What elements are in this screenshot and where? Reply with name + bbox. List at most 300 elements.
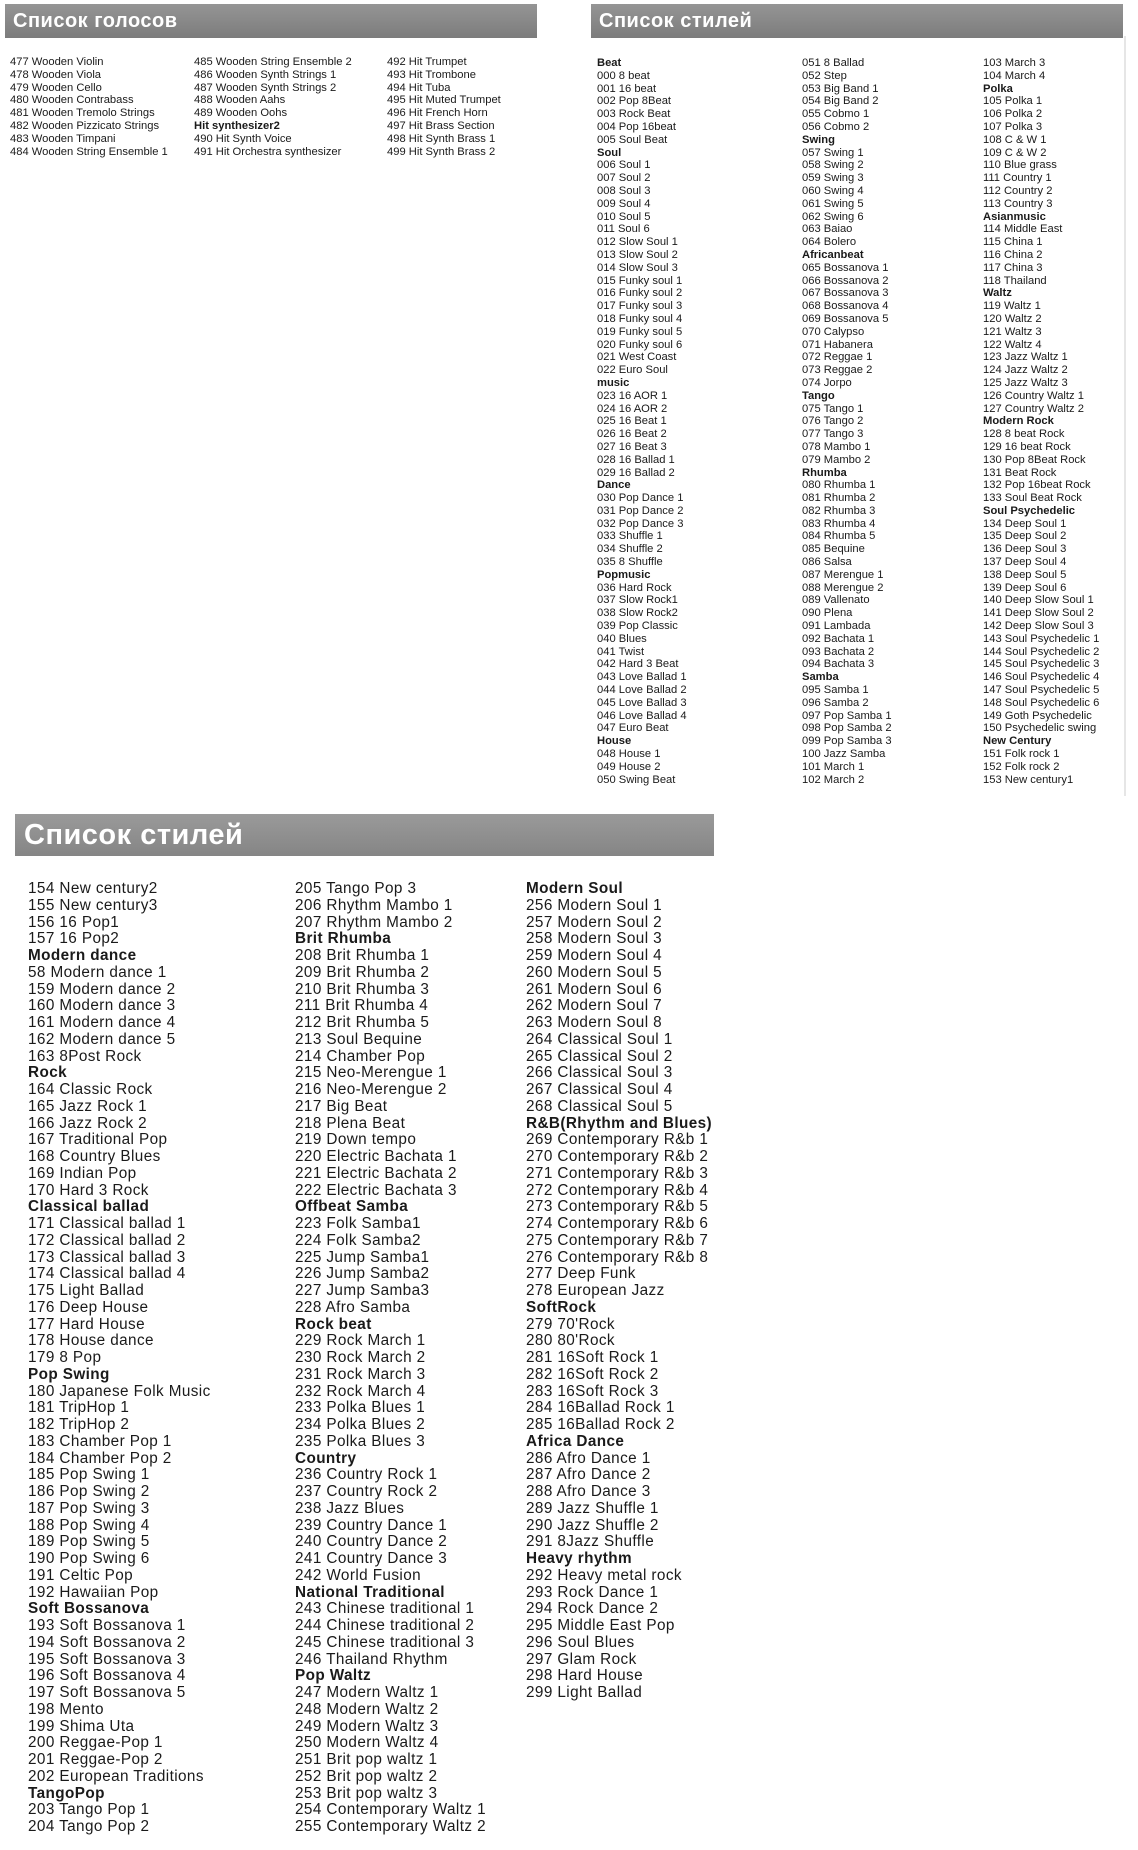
list-item: 142 Deep Slow Soul 3 xyxy=(983,620,1094,633)
list-item: 496 Hit French Horn xyxy=(387,107,488,120)
list-item: 498 Hit Synth Brass 1 xyxy=(387,132,496,145)
list-item: 172 Classical ballad 2 xyxy=(28,1231,186,1249)
list-item: 114 Middle East xyxy=(983,223,1063,236)
list-item: 086 Salsa xyxy=(802,556,852,569)
list-item: 497 Hit Brass Section xyxy=(387,119,495,132)
list-item: 220 Electric Bachata 1 xyxy=(295,1148,457,1165)
list-item: 251 Brit pop waltz 1 xyxy=(295,1751,438,1768)
list-item: 488 Wooden Aahs xyxy=(194,94,286,107)
list-item: 487 Wooden Synth Strings 2 xyxy=(194,81,337,94)
list-item: 029 16 Ballad 2 xyxy=(597,466,675,479)
list-item: 490 Hit Synth Voice xyxy=(194,132,292,145)
list-item: 077 Tango 3 xyxy=(802,428,864,441)
list-item: 295 Middle East Pop xyxy=(526,1617,675,1634)
list-item: 127 Country Waltz 2 xyxy=(983,402,1084,415)
list-item: 021 West Coast xyxy=(597,351,677,364)
list-item: 177 Hard House xyxy=(28,1315,145,1333)
category-heading: Soul xyxy=(597,146,622,159)
list-item: 226 Jump Samba2 xyxy=(295,1265,430,1283)
list-item: 233 Polka Blues 1 xyxy=(295,1399,426,1417)
list-item: 156 16 Pop1 xyxy=(28,913,120,931)
list-item: 007 Soul 2 xyxy=(597,172,651,185)
category-heading: Soft Bossanova xyxy=(28,1600,150,1618)
list-item: 017 Funky soul 3 xyxy=(597,300,683,313)
list-item: 485 Wooden String Ensemble 2 xyxy=(194,56,352,68)
list-item: 009 Soul 4 xyxy=(597,197,651,210)
category-heading: Heavy rhythm xyxy=(526,1550,632,1567)
list-item: 018 Funky soul 4 xyxy=(597,312,683,325)
list-item: 269 Contemporary R&b 1 xyxy=(526,1131,709,1149)
list-item: 111 Country 1 xyxy=(983,172,1052,185)
list-item: 113 Country 3 xyxy=(983,197,1053,210)
list-item: 219 Down tempo xyxy=(295,1131,417,1149)
list-item: 223 Folk Samba1 xyxy=(295,1215,421,1232)
list-item: 141 Deep Slow Soul 2 xyxy=(983,607,1094,620)
list-item: 109 C & W 2 xyxy=(983,146,1047,159)
list-item: 267 Classical Soul 4 xyxy=(526,1081,673,1098)
list-item: 199 Shima Uta xyxy=(28,1717,135,1735)
list-item: 191 Celtic Pop xyxy=(28,1566,134,1584)
list-item: 068 Bossanova 4 xyxy=(802,300,889,313)
list-item: 277 Deep Funk xyxy=(526,1265,636,1283)
list-item: 024 16 AOR 2 xyxy=(597,402,668,415)
list-item: 194 Soft Bossanova 2 xyxy=(28,1633,186,1651)
list-item: 099 Pop Samba 3 xyxy=(802,735,892,748)
list-item: 119 Waltz 1 xyxy=(983,300,1041,313)
list-item: 126 Country Waltz 1 xyxy=(983,389,1084,402)
list-item: 169 Indian Pop xyxy=(28,1164,137,1182)
list-item: 231 Rock March 3 xyxy=(295,1365,426,1383)
list-item: 092 Bachata 1 xyxy=(802,632,875,645)
list-item: 042 Hard 3 Beat xyxy=(597,658,679,671)
list-item: 296 Soul Blues xyxy=(526,1633,635,1651)
list-item: 253 Brit pop waltz 3 xyxy=(295,1784,438,1802)
list-item: 214 Chamber Pop xyxy=(295,1047,426,1065)
category-heading: New Century xyxy=(983,735,1052,748)
category-heading: Country xyxy=(295,1449,357,1467)
list-item: 162 Modern dance 5 xyxy=(28,1030,176,1048)
list-item: 107 Polka 3 xyxy=(983,120,1043,133)
list-item: 249 Modern Waltz 3 xyxy=(295,1717,439,1735)
list-item: 166 Jazz Rock 2 xyxy=(28,1114,148,1132)
list-item: 098 Pop Samba 2 xyxy=(802,722,892,735)
list-item: 207 Rhythm Mambo 2 xyxy=(295,913,453,931)
list-item: 079 Mambo 2 xyxy=(802,453,871,466)
list-item: 190 Pop Swing 6 xyxy=(28,1550,150,1567)
list-item: 255 Contemporary Waltz 2 xyxy=(295,1818,486,1835)
list-item: 039 Pop Classic xyxy=(597,620,678,633)
list-item: 234 Polka Blues 2 xyxy=(295,1416,426,1433)
list-item: 243 Chinese traditional 1 xyxy=(295,1600,475,1618)
list-item: 059 Swing 3 xyxy=(802,172,864,185)
list-item: 491 Hit Orchestra synthesizer xyxy=(194,145,342,158)
category-heading: Tango xyxy=(802,389,835,402)
list-item: 047 Euro Beat xyxy=(597,722,669,735)
list-item: 236 Country Rock 1 xyxy=(295,1466,438,1484)
list-item: 209 Brit Rhumba 2 xyxy=(295,963,430,981)
list-item: 106 Polka 2 xyxy=(983,108,1043,121)
list-item: 078 Mambo 1 xyxy=(802,440,871,453)
list-item: 132 Pop 16beat Rock xyxy=(983,479,1091,492)
list-item: 212 Brit Rhumba 5 xyxy=(295,1014,430,1031)
top-right-edge-line xyxy=(1124,36,1126,796)
list-item: 020 Funky soul 6 xyxy=(597,338,683,351)
list-item: 037 Slow Rock1 xyxy=(597,594,678,607)
styles-top-column xyxy=(597,57,687,786)
list-item: 081 Rhumba 2 xyxy=(802,492,876,505)
category-heading: Beat xyxy=(597,57,622,69)
list-item: 275 Contemporary R&b 7 xyxy=(526,1231,709,1249)
list-item: 244 Chinese traditional 2 xyxy=(295,1617,475,1634)
list-item: 060 Swing 4 xyxy=(802,184,864,197)
list-item: 000 8 beat xyxy=(597,69,650,82)
list-item: 195 Soft Bossanova 3 xyxy=(28,1650,186,1668)
list-item: 085 Bequine xyxy=(802,543,865,556)
list-item: 203 Tango Pop 1 xyxy=(28,1801,150,1819)
list-item: 492 Hit Trumpet xyxy=(387,56,467,68)
category-heading: Rock xyxy=(28,1064,68,1082)
list-item: 271 Contemporary R&b 3 xyxy=(526,1164,709,1182)
list-item: 148 Soul Psychedelic 6 xyxy=(983,696,1100,709)
list-item: 144 Soul Psychedelic 2 xyxy=(983,645,1100,658)
list-item: 073 Reggae 2 xyxy=(802,364,873,377)
list-item: 235 Polka Blues 3 xyxy=(295,1432,426,1450)
list-item: 170 Hard 3 Rock xyxy=(28,1181,149,1199)
list-item: 254 Contemporary Waltz 1 xyxy=(295,1801,486,1819)
list-item: 013 Slow Soul 2 xyxy=(597,248,678,261)
list-item: 186 Pop Swing 2 xyxy=(28,1483,150,1500)
list-item: 224 Folk Samba2 xyxy=(295,1231,421,1249)
list-item: 482 Wooden Pizzicato Strings xyxy=(10,119,160,132)
list-item: 262 Modern Soul 7 xyxy=(526,997,663,1015)
list-item: 105 Polka 1 xyxy=(983,95,1043,108)
list-item: 012 Slow Soul 1 xyxy=(597,236,678,249)
list-item: 131 Beat Rock xyxy=(983,466,1057,479)
list-item: 187 Pop Swing 3 xyxy=(28,1499,150,1517)
list-item: 046 Love Ballad 4 xyxy=(597,709,687,722)
voices-column xyxy=(194,56,352,158)
list-item: 050 Swing Beat xyxy=(597,773,676,786)
list-item: 493 Hit Trombone xyxy=(387,68,476,81)
list-item: 128 8 beat Rock xyxy=(983,428,1065,441)
list-item: 165 Jazz Rock 1 xyxy=(28,1097,148,1115)
list-item: 185 Pop Swing 1 xyxy=(28,1466,150,1484)
list-item: 054 Big Band 2 xyxy=(802,95,879,108)
list-item: 143 Soul Psychedelic 1 xyxy=(983,632,1100,645)
category-heading: Dance xyxy=(597,479,631,492)
category-heading: Asianmusic xyxy=(983,210,1046,223)
list-item: 291 8Jazz Shuffle xyxy=(526,1533,655,1551)
styles-bottom-column xyxy=(295,881,486,1836)
list-item: 062 Swing 6 xyxy=(802,210,864,223)
list-item: 159 Modern dance 2 xyxy=(28,980,176,998)
list-item: 171 Classical ballad 1 xyxy=(28,1215,186,1232)
list-item: 202 European Traditions xyxy=(28,1767,204,1785)
list-item: 160 Modern dance 3 xyxy=(28,997,176,1015)
list-item: 137 Deep Soul 4 xyxy=(983,556,1067,569)
category-heading: Pop Swing xyxy=(28,1365,110,1383)
list-item: 112 Country 2 xyxy=(983,184,1053,197)
list-item: 145 Soul Psychedelic 3 xyxy=(983,658,1100,671)
list-item: 215 Neo-Merengue 1 xyxy=(295,1064,447,1082)
list-item: 264 Classical Soul 1 xyxy=(526,1030,673,1048)
list-item: 153 New century1 xyxy=(983,773,1074,786)
list-item: 288 Afro Dance 3 xyxy=(526,1483,651,1500)
list-item: 008 Soul 3 xyxy=(597,184,651,197)
list-item: 294 Rock Dance 2 xyxy=(526,1600,659,1618)
category-heading: Samba xyxy=(802,671,839,684)
list-item: 056 Cobmo 2 xyxy=(802,120,870,133)
list-item: 075 Tango 1 xyxy=(802,402,864,415)
list-item: 270 Contemporary R&b 2 xyxy=(526,1148,709,1165)
list-item: 272 Contemporary R&b 4 xyxy=(526,1181,709,1199)
list-item: 499 Hit Synth Brass 2 xyxy=(387,145,496,158)
list-item: 074 Jorpo xyxy=(802,376,852,389)
list-item: 102 March 2 xyxy=(802,773,865,786)
list-item: 477 Wooden Violin xyxy=(10,56,104,68)
voices-column xyxy=(387,56,501,158)
list-item: 240 Country Dance 2 xyxy=(295,1533,448,1551)
list-item: 188 Pop Swing 4 xyxy=(28,1516,150,1534)
list-item: 205 Tango Pop 3 xyxy=(295,880,417,897)
list-item: 025 16 Beat 1 xyxy=(597,415,667,428)
list-item: 139 Deep Soul 6 xyxy=(983,581,1067,594)
list-item: 181 TripHop 1 xyxy=(28,1399,130,1417)
list-item: 268 Classical Soul 5 xyxy=(526,1097,673,1115)
list-item: 286 Afro Dance 1 xyxy=(526,1449,651,1467)
list-item: 090 Plena xyxy=(802,607,853,620)
list-item: 140 Deep Slow Soul 1 xyxy=(983,594,1094,607)
list-item: 135 Deep Soul 2 xyxy=(983,530,1067,543)
list-item: 031 Pop Dance 2 xyxy=(597,504,684,517)
list-item: 123 Jazz Waltz 1 xyxy=(983,351,1068,364)
list-item: 027 16 Beat 3 xyxy=(597,440,667,453)
category-heading: Polka xyxy=(983,82,1013,95)
list-item: 481 Wooden Tremolo Strings xyxy=(10,107,155,120)
list-item: 213 Soul Bequine xyxy=(295,1030,423,1048)
list-item: 290 Jazz Shuffle 2 xyxy=(526,1516,659,1534)
category-heading: Waltz xyxy=(983,287,1012,300)
styles-header-bottom xyxy=(15,814,714,856)
list-item: 093 Bachata 2 xyxy=(802,645,875,658)
list-item: 283 16Soft Rock 3 xyxy=(526,1382,659,1400)
list-item: 043 Love Ballad 1 xyxy=(597,671,687,684)
list-item: 051 8 Ballad xyxy=(802,57,865,69)
list-item: 038 Slow Rock2 xyxy=(597,607,678,620)
list-item: 053 Big Band 1 xyxy=(802,82,879,95)
voices-column xyxy=(10,56,168,158)
category-heading: music xyxy=(597,376,630,389)
list-item: 130 Pop 8Beat Rock xyxy=(983,453,1086,466)
list-item: 250 Modern Waltz 4 xyxy=(295,1734,439,1752)
list-item: 173 Classical ballad 3 xyxy=(28,1248,186,1266)
category-heading: Rhumba xyxy=(802,466,847,479)
category-heading: Rock beat xyxy=(295,1315,372,1333)
list-item: 026 16 Beat 2 xyxy=(597,428,667,441)
list-item: 115 China 1 xyxy=(983,236,1043,249)
list-item: 108 C & W 1 xyxy=(983,133,1047,146)
list-item: 293 Rock Dance 1 xyxy=(526,1583,659,1601)
list-item: 152 Folk rock 2 xyxy=(983,760,1060,773)
styles-bottom-column xyxy=(28,881,211,1836)
list-item: 129 16 beat Rock xyxy=(983,440,1071,453)
list-item: 040 Blues xyxy=(597,632,647,645)
list-item: 150 Psychedelic swing xyxy=(983,722,1097,735)
list-item: 002 Pop 8Beat xyxy=(597,95,672,108)
list-item: 032 Pop Dance 3 xyxy=(597,517,684,530)
styles-top-column xyxy=(802,57,892,786)
list-item: 247 Modern Waltz 1 xyxy=(295,1684,439,1701)
list-item: 122 Waltz 4 xyxy=(983,338,1042,351)
list-item: 210 Brit Rhumba 3 xyxy=(295,980,430,998)
list-item: 230 Rock March 2 xyxy=(295,1349,426,1366)
styles-header-top xyxy=(591,4,1123,38)
list-item: 049 House 2 xyxy=(597,760,661,773)
list-item: 048 House 1 xyxy=(597,748,661,761)
list-item: 044 Love Ballad 2 xyxy=(597,684,687,697)
list-item: 003 Rock Beat xyxy=(597,108,671,121)
category-heading: R&B(Rhythm and Blues) xyxy=(526,1114,713,1132)
list-item: 005 Soul Beat xyxy=(597,133,668,146)
voices-title: Список голосов xyxy=(13,9,178,32)
list-item: 239 Country Dance 1 xyxy=(295,1516,448,1534)
list-item: 221 Electric Bachata 2 xyxy=(295,1164,457,1182)
list-item: 280 80'Rock xyxy=(526,1332,615,1350)
list-item: 201 Reggae-Pop 2 xyxy=(28,1751,163,1768)
styles-bottom-column xyxy=(526,881,712,1702)
list-item: 065 Bossanova 1 xyxy=(802,261,889,274)
category-heading: Popmusic xyxy=(597,568,651,581)
list-item: 058 Swing 2 xyxy=(802,159,864,172)
list-item: 104 March 4 xyxy=(983,69,1046,82)
list-item: 133 Soul Beat Rock xyxy=(983,492,1082,505)
list-item: 168 Country Blues xyxy=(28,1148,161,1165)
list-item: 069 Bossanova 5 xyxy=(802,312,889,325)
category-heading: National Traditional xyxy=(295,1583,445,1601)
list-item: 225 Jump Samba1 xyxy=(295,1248,430,1266)
list-item: 242 World Fusion xyxy=(295,1566,422,1584)
list-item: 151 Folk rock 1 xyxy=(983,748,1060,761)
list-item: 495 Hit Muted Trumpet xyxy=(387,94,501,107)
list-item: 480 Wooden Contrabass xyxy=(10,94,134,107)
list-item: 183 Chamber Pop 1 xyxy=(28,1432,172,1450)
list-item: 011 Soul 6 xyxy=(597,223,650,236)
list-item: 088 Merengue 2 xyxy=(802,581,884,594)
list-item: 010 Soul 5 xyxy=(597,210,651,223)
list-item: 087 Merengue 1 xyxy=(802,568,884,581)
list-item: 061 Swing 5 xyxy=(802,197,864,210)
category-heading: Modern Soul xyxy=(526,880,624,897)
list-item: 120 Waltz 2 xyxy=(983,312,1042,325)
list-item: 100 Jazz Samba xyxy=(802,748,886,761)
list-item: 232 Rock March 4 xyxy=(295,1382,426,1400)
list-item: 163 8Post Rock xyxy=(28,1047,142,1065)
list-item: 227 Jump Samba3 xyxy=(295,1282,430,1299)
list-item: 246 Thailand Rhythm xyxy=(295,1650,448,1668)
category-heading: Brit Rhumba xyxy=(295,930,392,948)
list-item: 154 New century2 xyxy=(28,880,158,897)
list-item: 204 Tango Pop 2 xyxy=(28,1818,150,1835)
list-item: 118 Thailand xyxy=(983,274,1047,287)
list-item: 101 March 1 xyxy=(802,760,865,773)
list-item: 076 Tango 2 xyxy=(802,415,864,428)
list-item: 138 Deep Soul 5 xyxy=(983,568,1067,581)
list-item: 489 Wooden Oohs xyxy=(194,107,288,120)
list-item: 071 Habanera xyxy=(802,338,873,351)
list-item: 189 Pop Swing 5 xyxy=(28,1533,150,1551)
list-item: 033 Shuffle 1 xyxy=(597,530,663,543)
list-item: 282 16Soft Rock 2 xyxy=(526,1365,659,1383)
category-heading: Hit synthesizer2 xyxy=(194,119,280,132)
list-item: 238 Jazz Blues xyxy=(295,1499,405,1517)
list-item: 182 TripHop 2 xyxy=(28,1416,130,1433)
list-item: 216 Neo-Merengue 2 xyxy=(295,1081,447,1098)
voices-header xyxy=(5,4,537,38)
list-item: 149 Goth Psychedelic xyxy=(983,709,1092,722)
list-item: 198 Mento xyxy=(28,1700,104,1718)
list-item: 260 Modern Soul 5 xyxy=(526,963,663,981)
list-item: 479 Wooden Cello xyxy=(10,81,102,94)
list-item: 175 Light Ballad xyxy=(28,1282,145,1299)
list-item: 030 Pop Dance 1 xyxy=(597,492,684,505)
list-item: 174 Classical ballad 4 xyxy=(28,1265,186,1283)
list-item: 023 16 AOR 1 xyxy=(597,389,668,402)
category-heading: Offbeat Samba xyxy=(295,1198,409,1216)
list-item: 281 16Soft Rock 1 xyxy=(526,1349,659,1366)
list-item: 237 Country Rock 2 xyxy=(295,1483,438,1500)
list-item: 006 Soul 1 xyxy=(597,159,651,172)
list-item: 248 Modern Waltz 2 xyxy=(295,1700,439,1718)
list-item: 292 Heavy metal rock xyxy=(526,1566,682,1584)
category-heading: SoftRock xyxy=(526,1298,597,1316)
list-item: 200 Reggae-Pop 1 xyxy=(28,1734,163,1752)
list-item: 58 Modern dance 1 xyxy=(28,963,167,981)
list-item: 483 Wooden Timpani xyxy=(10,132,116,145)
list-item: 134 Deep Soul 1 xyxy=(983,517,1067,530)
list-item: 273 Contemporary R&b 5 xyxy=(526,1198,709,1216)
list-item: 028 16 Ballad 1 xyxy=(597,453,675,466)
category-heading: Modern Rock xyxy=(983,415,1054,428)
list-item: 064 Bolero xyxy=(802,236,857,249)
list-item: 285 16Ballad Rock 2 xyxy=(526,1416,675,1433)
list-item: 041 Twist xyxy=(597,645,645,658)
list-item: 117 China 3 xyxy=(983,261,1043,274)
list-item: 001 16 beat xyxy=(597,82,657,95)
list-item: 256 Modern Soul 1 xyxy=(526,896,663,914)
list-item: 222 Electric Bachata 3 xyxy=(295,1181,457,1199)
list-item: 125 Jazz Waltz 3 xyxy=(983,376,1068,389)
category-heading: Soul Psychedelic xyxy=(983,504,1076,517)
list-item: 066 Bossanova 2 xyxy=(802,274,889,287)
list-item: 180 Japanese Folk Music xyxy=(28,1382,211,1400)
list-item: 016 Funky soul 2 xyxy=(597,287,683,300)
list-item: 196 Soft Bossanova 4 xyxy=(28,1667,186,1685)
list-item: 484 Wooden String Ensemble 1 xyxy=(10,145,168,158)
list-item: 279 70'Rock xyxy=(526,1315,615,1333)
list-item: 155 New century3 xyxy=(28,896,158,914)
category-heading: TangoPop xyxy=(28,1784,105,1802)
list-item: 055 Cobmo 1 xyxy=(802,108,870,121)
list-item: 082 Rhumba 3 xyxy=(802,504,876,517)
list-item: 257 Modern Soul 2 xyxy=(526,913,663,931)
list-item: 052 Step xyxy=(802,69,847,82)
list-item: 217 Big Beat xyxy=(295,1097,388,1115)
list-item: 176 Deep House xyxy=(28,1298,149,1316)
list-item: 147 Soul Psychedelic 5 xyxy=(983,684,1100,697)
list-item: 094 Bachata 3 xyxy=(802,658,875,671)
list-item: 103 March 3 xyxy=(983,57,1046,69)
list-item: 167 Traditional Pop xyxy=(28,1131,168,1149)
